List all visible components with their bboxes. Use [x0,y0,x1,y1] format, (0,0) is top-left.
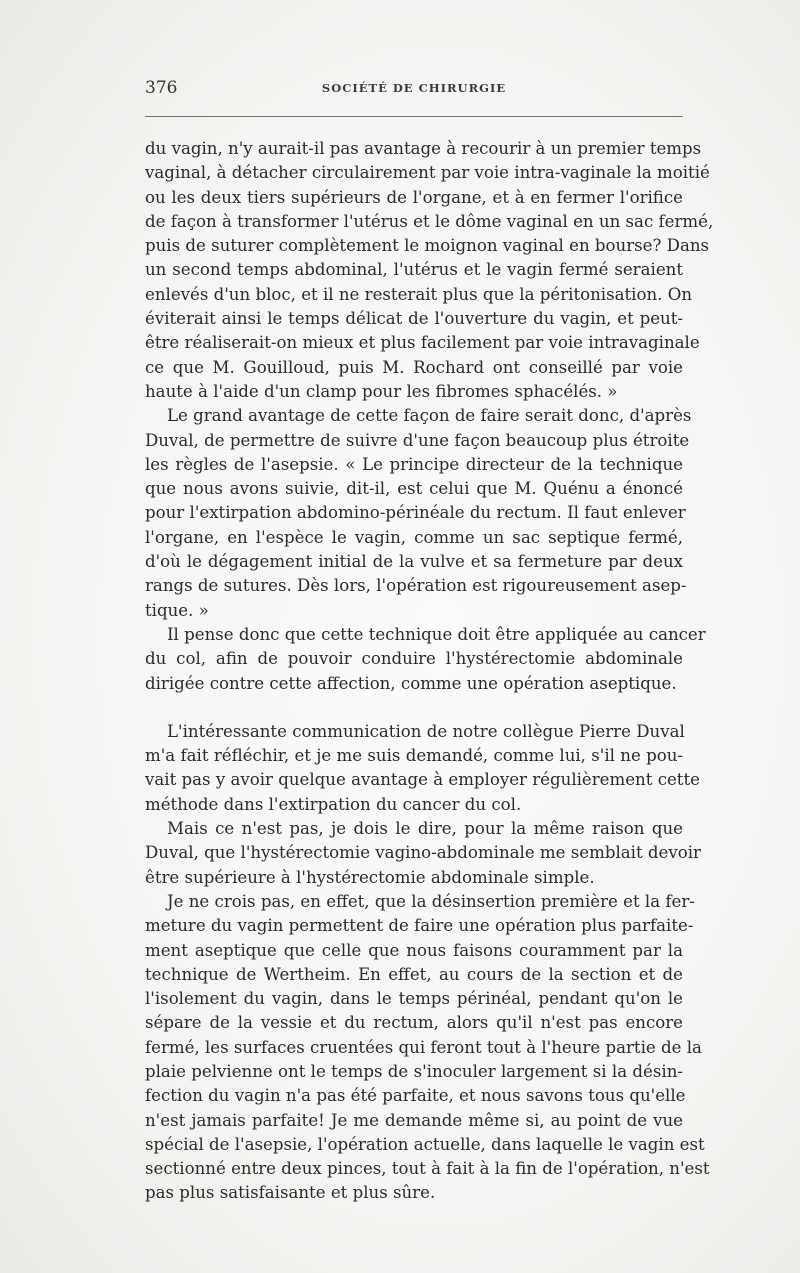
text-line: fermé, les surfaces cruentées qui feront tout à l'heure partie de la [145,1037,702,1057]
text-line: plaie pelvienne ont le temps de s'inoculer largement si la désin- [145,1061,683,1081]
text-line: ce que M. Gouilloud, puis M. Rochard ont conseillé par voie [145,357,683,377]
paragraph [145,137,714,404]
text-line: dirigée contre cette affection, comme une opération aseptique. [145,673,677,693]
header-rule [145,116,683,117]
text-line: éviterait ainsi le temps délicat de l'ouverture du vagin, et peut- [145,309,683,329]
text-line: haute à l'aide d'un clamp pour les fibromes sphacélés. » [145,381,618,401]
text-line: meture du vagin permettent de faire une opération plus parfaite- [145,916,694,936]
text-line: m'a fait réfléchir, et je me suis demandé, comme lui, s'il ne pou- [145,746,683,766]
text-line: pas plus satisfaisante et plus sûre. [145,1183,436,1203]
text-line: de façon à transformer l'utérus et le dôme vaginal en un sac fermé, [145,211,714,231]
text-line: les règles de l'asepsie. « Le principe directeur de la technique [145,454,683,474]
paragraph [145,817,701,890]
running-head [145,78,683,100]
text-line: technique de Wertheim. En effet, au cours de la section et de [145,964,683,984]
text-line: vait pas y avoir quelque avantage à employer régulièrement cette [145,770,700,790]
text-line: ou les deux tiers supérieurs de l'organe, et à en fermer l'orifice [145,187,683,207]
text-line: que nous avons suivie, dit-il, est celui que M. Quénu a énoncé [145,479,683,499]
text-line: rangs de sutures. Dès lors, l'opération est rigoureusement asep- [145,576,687,596]
text-line: tique. » [145,600,209,620]
text-line: vaginal, à détacher circulairement par voie intra-vaginale la moitié [145,163,710,183]
text-line: fection du vagin n'a pas été parfaite, et nous savons tous qu'elle [145,1086,686,1106]
text-line: un second temps abdominal, l'utérus et le vagin fermé seraient [145,260,683,280]
body-text [145,137,714,1206]
text-line: pour l'extirpation abdomino-périnéale du rectum. Il faut enlever [145,503,686,523]
text-line: Duval, que l'hystérectomie vagino-abdominale me semblait devoir [145,843,701,863]
text-line: du vagin, n'y aurait-il pas avantage à recourir à un premier temps [145,139,702,158]
paragraph [145,890,710,1206]
page-number: 376 [145,78,178,98]
text-line: L'intéressante communication de notre collègue Pierre Duval [167,721,685,741]
text-line: être réaliserait-on mieux et plus facilement par voie intravaginale [145,333,700,353]
text-line: Mais ce n'est pas, je dois le dire, pour la même raison que [167,819,683,839]
text-line: du col, afin de pouvoir conduire l'hystérectomie abdominale [145,649,683,669]
paragraph [145,404,692,623]
text-line: enlevés d'un bloc, et il ne resterait plus que la péritonisation. On [145,284,693,304]
text-line: n'est jamais parfaite! Je me demande même si, au point de vue [145,1110,683,1130]
text-line: méthode dans l'extirpation du cancer du col. [145,794,522,814]
text-line: spécial de l'asepsie, l'opération actuelle, dans laquelle le vagin est [145,1134,705,1154]
text-line: d'où le dégagement initial de la vulve et sa fermeture par deux [145,552,683,572]
text-line: Je ne crois pas, en effet, que la désinsertion première et la fer- [167,891,695,911]
book-page [145,78,714,1206]
text-line: sectionné entre deux pinces, tout à fait à la fin de l'opération, n'est [145,1159,710,1179]
text-line: puis de suturer complètement le moignon vaginal en bourse? Dans [145,236,710,256]
text-line: sépare de la vessie et du rectum, alors qu'il n'est pas encore [145,1013,683,1033]
text-line: être supérieure à l'hystérectomie abdominale simple. [145,867,595,887]
text-line: l'isolement du vagin, dans le temps périnéal, pendant qu'on le [145,989,683,1009]
paragraph [145,720,700,817]
text-line: Duval, de permettre de suivre d'une façon beaucoup plus étroite [145,430,690,450]
running-title: SOCIÉTÉ DE CHIRURGIE [321,81,507,95]
text-line: Le grand avantage de cette façon de faire serait donc, d'après [167,406,692,426]
text-line: l'organe, en l'espèce le vagin, comme un sac septique fermé, [145,527,683,547]
text-line: ment aseptique que celle que nous faisons couramment par la [145,940,683,960]
text-line: Il pense donc que cette technique doit être appliquée au cancer [167,624,706,644]
paragraph [145,623,706,696]
